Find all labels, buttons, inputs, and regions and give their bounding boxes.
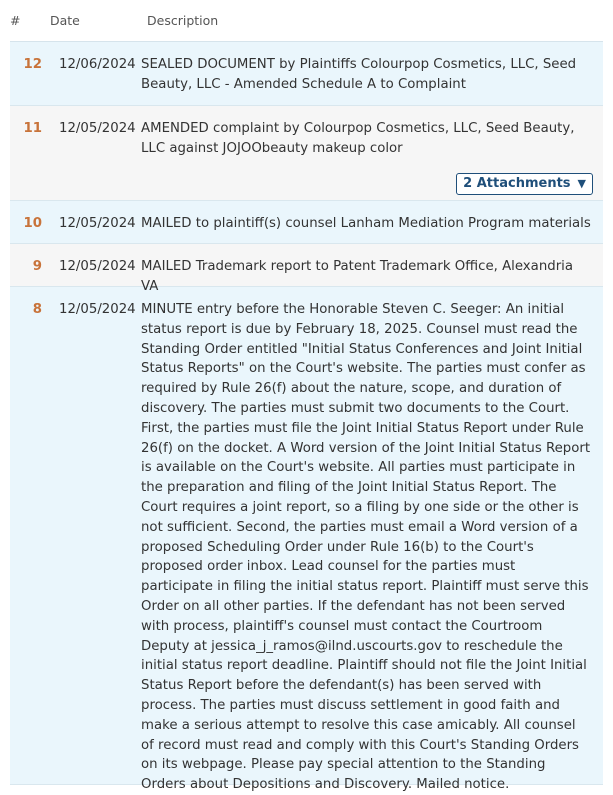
entry-description: AMENDED complaint by Colourpop Cosmetics, LLC, Seed Beauty, LLC against JOJOObeauty makeup color <box>141 121 575 156</box>
docket-table <box>10 0 603 793</box>
entry-date: 12/05/2024 <box>59 259 136 274</box>
docket-entry-row <box>10 287 603 793</box>
entry-number: 12 <box>23 57 42 72</box>
docket-entry-row <box>10 201 603 244</box>
attachments-button[interactable] <box>456 173 593 195</box>
column-header-date: Date <box>50 13 80 28</box>
docket-entry-row <box>10 244 603 294</box>
entry-description: MINUTE entry before the Honorable Steven C. Seeger: An initial status report is due by February 18, 2025. Counsel must read the Standing Order entitled "Initial Status Conferences and Joint Initial Status Reports" on the Court's website. The parties must confer as required by Rule 26(f) about the nature, scope, and duration of discovery. The parties must submit two documents to the Court. First, the parties must file the Joint Initial Status Report under Rule 26(f) on the docket. A Word version of the Joint Initial Status Report is available on the Court's website. All parties must participate in the preparation and filing of the Joint Initial Status Report. The Court requires a joint report, so a filing by one side or the other is not sufficient. Second, the parties must email a Word version of a proposed Scheduling Order under Rule 16(b) to the Court's proposed order inbox. Lead counsel for the parties must participate in filing the initial status report. Plaintiff must serve this Order on all other parties. If the defendant has not been served with process, plaintiff's counsel must contact the Courtroom Deputy at jessica_j_ramos@ilnd.uscourts.gov to reschedule the initial status report deadline. Plaintiff should not file the Joint Initial Status Report before the defendant(s) has been served with process. The parties must discuss settlement in good faith and make a serious attempt to resolve this case amicably. All counsel of record must read and comply with this Court's Standing Orders on its webpage. Please pay special attention to the Standing Orders about Depositions and Discovery. Mailed notice. <box>141 302 591 793</box>
entry-description: SEALED DOCUMENT by Plaintiffs Colourpop Cosmetics, LLC, Seed Beauty, LLC - Amended Schedule A to Complaint <box>141 57 577 92</box>
chevron-down-icon: ▼ <box>577 176 586 190</box>
attachments-wrap <box>141 173 593 195</box>
entry-date: 12/05/2024 <box>59 121 136 136</box>
entry-date: 12/06/2024 <box>59 57 136 72</box>
entry-number: 8 <box>32 302 42 317</box>
entry-number: 10 <box>23 216 42 231</box>
attachments-label: 2 Attachments <box>463 175 571 191</box>
entry-number: 11 <box>23 121 42 136</box>
entry-date: 12/05/2024 <box>59 302 136 317</box>
column-header-number: # <box>10 13 21 28</box>
entry-description: MAILED Trademark report to Patent Trademark Office, Alexandria VA <box>141 259 574 294</box>
entry-date: 12/05/2024 <box>59 216 136 231</box>
column-header-description: Description <box>147 13 219 28</box>
entry-description: MAILED to plaintiff(s) counsel Lanham Mediation Program materials <box>141 216 591 231</box>
entry-number: 9 <box>32 259 42 274</box>
docket-entry-row <box>10 106 603 201</box>
entry-description-cell <box>141 119 603 195</box>
docket-entry-row <box>10 42 603 106</box>
docket-header <box>10 0 603 42</box>
